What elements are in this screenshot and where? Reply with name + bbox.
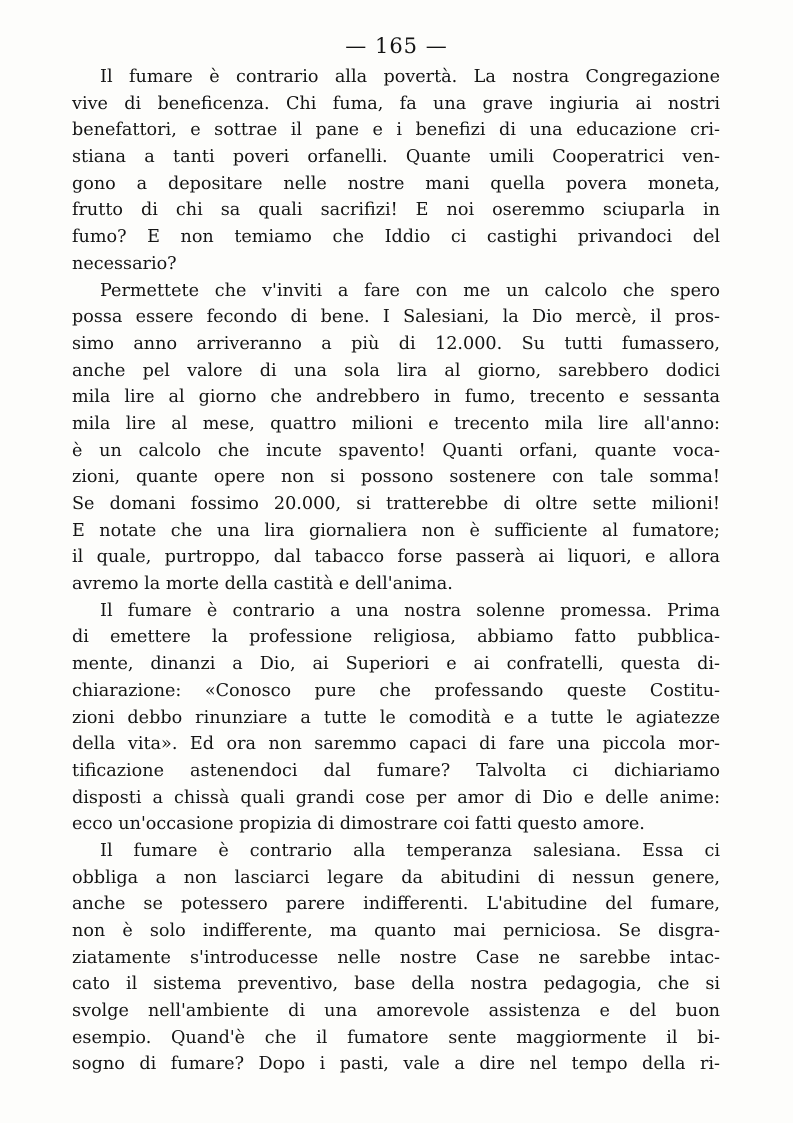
text-line: benefattori, e sottrae il pane e i benefizi di una educazione cri-: [72, 120, 720, 141]
text-line: mente, dinanzi a Dio, ai Superiori e ai confratelli, questa di-: [72, 654, 720, 675]
page-body-text: [72, 64, 720, 1078]
text-line: gono a depositare nelle nostre mani quella povera moneta,: [72, 173, 720, 194]
text-line: fumo? E non temiamo che Iddio ci castighi privandoci del: [72, 227, 720, 248]
text-line: chiarazione: «Conosco pure che professando queste Costitu-: [72, 680, 720, 701]
text-line: sogno di fumare? Dopo i pasti, vale a dire nel tempo della ri-: [72, 1054, 720, 1075]
text-line: obbliga a non lasciarci legare da abitudini di nessun genere,: [72, 867, 720, 888]
text-line: avremo la morte della castità e dell'anima.: [72, 574, 453, 595]
text-line: anche pel valore di una sola lira al giorno, sarebbero dodici: [72, 360, 720, 381]
text-line: E notate che una lira giornaliera non è sufficiente al fumatore;: [72, 520, 720, 541]
text-line: è un calcolo che incute spavento! Quanti orfani, quante voca-: [72, 440, 720, 461]
text-line: frutto di chi sa quali sacrifizi! E noi oseremmo sciuparla in: [72, 200, 720, 221]
text-line: ziatamente s'introducesse nelle nostre Case ne sarebbe intac-: [72, 947, 720, 968]
page-number: — 165 —: [345, 34, 448, 58]
text-line: disposti a chissà quali grandi cose per amor di Dio e delle anime:: [72, 787, 720, 808]
text-line: Il fumare è contrario alla povertà. La nostra Congregazione: [100, 67, 720, 87]
text-line: vive di beneficenza. Chi fuma, fa una grave ingiuria ai nostri: [72, 93, 720, 114]
text-line: zioni, quante opere non si possono sostenere con tale somma!: [72, 467, 720, 488]
text-line: anche se potessero parere indifferenti. L'abitudine del fumare,: [72, 894, 720, 915]
text-line: svolge nell'ambiente di una amorevole assistenza e del buon: [72, 1001, 720, 1022]
text-line: cato il sistema preventivo, base della nostra pedagogia, che si: [72, 974, 720, 995]
text-line: il quale, purtroppo, dal tabacco forse passerà ai liquori, e allora: [72, 547, 720, 568]
text-line: Il fumare è contrario alla temperanza salesiana. Essa ci: [100, 840, 720, 861]
text-line: zioni debbo rinunziare a tutte le comodità e a tutte le agiatezze: [72, 707, 720, 728]
text-line: ecco un'occasione propizia di dimostrare coi fatti questo amore.: [72, 814, 645, 835]
text-line: non è solo indifferente, ma quanto mai perniciosa. Se disgra-: [72, 921, 720, 941]
text-line: esempio. Quand'è che il fumatore sente maggiormente il bi-: [72, 1027, 720, 1048]
text-line: Il fumare è contrario a una nostra solenne promessa. Prima: [100, 600, 720, 621]
text-line: tificazione astenendoci dal fumare? Talvolta ci dichiariamo: [72, 760, 720, 781]
text-line: possa essere fecondo di bene. I Salesiani, la Dio mercè, il pros-: [72, 307, 720, 328]
text-line: Permettete che v'inviti a fare con me un calcolo che spero: [100, 280, 720, 301]
text-line: necessario?: [72, 253, 177, 274]
text-line: simo anno arriveranno a più di 12.000. Su tutti fumassero,: [72, 333, 720, 354]
text-line: della vita». Ed ora non saremmo capaci di fare una piccola mor-: [72, 734, 720, 755]
text-line: mila lire al giorno che andrebbero in fumo, trecento e sessanta: [72, 387, 720, 408]
text-line: Se domani fossimo 20.000, si tratterebbe di oltre sette milioni!: [72, 494, 720, 514]
text-line: di emettere la professione religiosa, abbiamo fatto pubblica-: [72, 627, 720, 648]
text-line: stiana a tanti poveri orfanelli. Quante umili Cooperatrici ven-: [72, 147, 720, 168]
text-line: mila lire al mese, quattro milioni e trecento mila lire all'anno:: [72, 413, 720, 434]
